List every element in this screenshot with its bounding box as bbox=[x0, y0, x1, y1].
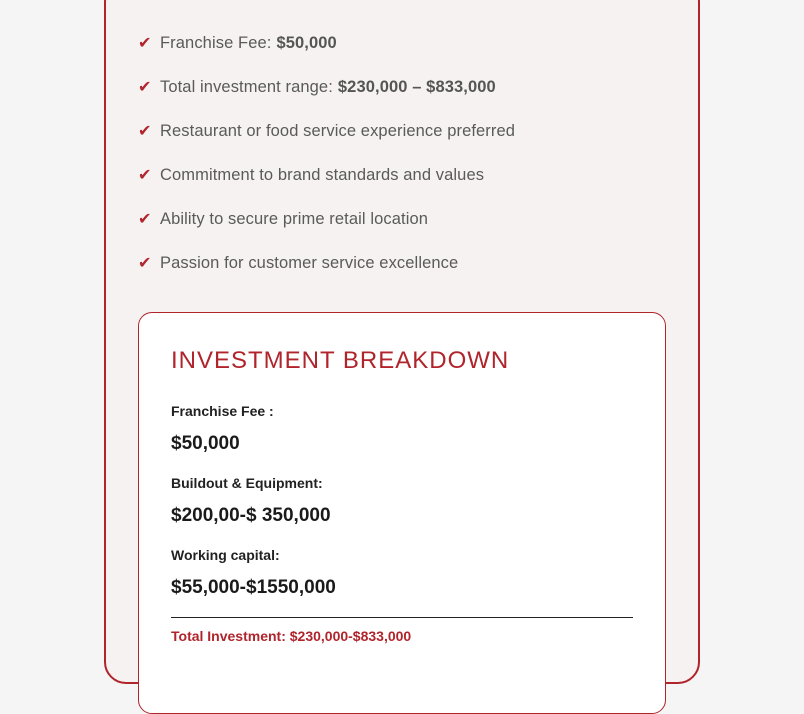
requirement-item bbox=[138, 109, 678, 153]
breakdown-label-buildout: Buildout & Equipment: bbox=[171, 475, 323, 491]
requirement-value: $50,000 bbox=[276, 33, 337, 52]
requirement-item bbox=[138, 153, 678, 197]
requirement-value: $230,000 – $833,000 bbox=[337, 77, 496, 96]
check-icon: ✔ bbox=[138, 79, 152, 96]
requirement-item bbox=[138, 197, 678, 241]
check-icon: ✔ bbox=[138, 123, 152, 140]
franchise-requirements-card bbox=[104, 0, 700, 684]
requirement-text: Total investment range: bbox=[160, 77, 333, 96]
investment-breakdown-card bbox=[138, 312, 666, 714]
breakdown-value-franchise-fee: $50,000 bbox=[171, 433, 240, 454]
breakdown-value-working-capital: $55,000-$1550,000 bbox=[171, 577, 336, 598]
check-icon: ✔ bbox=[138, 211, 152, 228]
requirement-item bbox=[138, 65, 678, 109]
check-icon: ✔ bbox=[138, 35, 152, 52]
requirement-text: Ability to secure prime retail location bbox=[160, 209, 429, 228]
total-investment: Total Investment: $230,000-$833,000 bbox=[171, 628, 412, 644]
requirement-text: Restaurant or food service experience preferred bbox=[160, 121, 516, 140]
requirement-text: Franchise Fee: bbox=[160, 33, 272, 52]
requirements-list bbox=[138, 21, 678, 285]
requirement-text: Passion for customer service excellence bbox=[160, 253, 459, 272]
breakdown-label-working-capital: Working capital: bbox=[171, 547, 280, 563]
breakdown-divider bbox=[171, 617, 633, 618]
requirement-item bbox=[138, 21, 678, 65]
breakdown-label-franchise-fee: Franchise Fee : bbox=[171, 403, 274, 419]
check-icon: ✔ bbox=[138, 167, 152, 184]
breakdown-title: INVESTMENT BREAKDOWN bbox=[171, 347, 510, 374]
breakdown-value-buildout: $200,00-$ 350,000 bbox=[171, 505, 331, 526]
requirement-text: Commitment to brand standards and values bbox=[160, 165, 485, 184]
requirement-item bbox=[138, 241, 678, 285]
check-icon: ✔ bbox=[138, 255, 152, 272]
